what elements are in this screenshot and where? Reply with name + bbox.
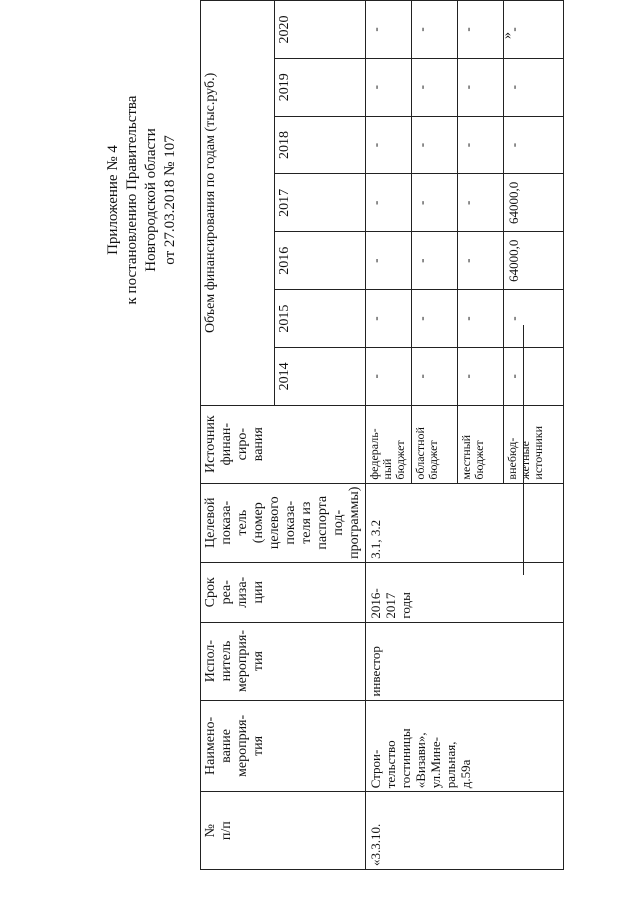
funding-value: - bbox=[458, 232, 504, 290]
table-row bbox=[366, 1, 412, 870]
closing-quote: » bbox=[500, 32, 515, 39]
funding-value: - bbox=[504, 347, 564, 405]
funding-value: - bbox=[458, 174, 504, 232]
row-num: «3.3.10. bbox=[366, 792, 564, 870]
col-header-term: Срок реа- лиза- ции bbox=[201, 562, 366, 622]
funding-value: - bbox=[504, 290, 564, 348]
year-header-2014: 2014 bbox=[275, 347, 366, 405]
funding-value: - bbox=[366, 232, 412, 290]
col-header-funding: Объем финансирования по годам (тыс.руб.) bbox=[201, 1, 275, 406]
funding-value: - bbox=[412, 174, 458, 232]
funding-value: - bbox=[366, 116, 412, 174]
funding-value: - bbox=[504, 116, 564, 174]
row-term: 2016- 2017 годы bbox=[366, 562, 564, 622]
year-header-2017: 2017 bbox=[275, 174, 366, 232]
funding-table bbox=[200, 0, 564, 870]
funding-value: 64000,0 bbox=[504, 232, 564, 290]
row-name: Строи- тельство гостиницы «Визави», ул.Мине- ральная, д.59а bbox=[366, 700, 564, 792]
col-header-target: Целевой показа- тель (номер целевого показа- теля из паспорта под- программы) bbox=[201, 483, 366, 562]
col-header-source: Источник финан- сиро- вания bbox=[201, 405, 366, 483]
funding-value: - bbox=[458, 116, 504, 174]
source-name: внебюд- жетные источники bbox=[504, 405, 564, 483]
funding-value: - bbox=[504, 58, 564, 116]
funding-value: - bbox=[366, 1, 412, 59]
funding-value: - bbox=[412, 232, 458, 290]
funding-value: - bbox=[458, 58, 504, 116]
col-header-num: № п/п bbox=[201, 792, 366, 870]
appendix-title: Приложение № 4 bbox=[105, 145, 121, 255]
funding-value: 64000,0 bbox=[504, 174, 564, 232]
funding-value: - bbox=[412, 290, 458, 348]
funding-value: - bbox=[366, 174, 412, 232]
year-header-2019: 2019 bbox=[275, 58, 366, 116]
funding-value: - bbox=[412, 1, 458, 59]
funding-value: - bbox=[412, 347, 458, 405]
funding-value: - bbox=[458, 1, 504, 59]
funding-value: - bbox=[366, 58, 412, 116]
source-name: областной бюджет bbox=[412, 405, 458, 483]
resolution-ref: к постановлению Правительства bbox=[124, 95, 140, 305]
funding-value: - bbox=[458, 347, 504, 405]
funding-value: - bbox=[412, 58, 458, 116]
funding-value: - bbox=[458, 290, 504, 348]
source-name: федераль- ный бюджет bbox=[366, 405, 412, 483]
region-name: Новгородской области bbox=[143, 128, 159, 272]
col-header-executor: Испол- нитель мероприя- тия bbox=[201, 622, 366, 700]
row-executor: инвестор bbox=[366, 622, 564, 700]
year-header-2018: 2018 bbox=[275, 116, 366, 174]
col-header-name: Наимено- вание мероприя- тия bbox=[201, 700, 366, 792]
funding-value: - bbox=[412, 116, 458, 174]
funding-value: - bbox=[366, 290, 412, 348]
document-header bbox=[104, 80, 180, 320]
funding-value: - bbox=[504, 1, 564, 59]
row-target: 3.1, 3.2 bbox=[366, 483, 564, 562]
funding-value: - bbox=[366, 347, 412, 405]
source-name: местный бюджет bbox=[458, 405, 504, 483]
year-header-2016: 2016 bbox=[275, 232, 366, 290]
year-header-2020: 2020 bbox=[275, 1, 366, 59]
year-header-2015: 2015 bbox=[275, 290, 366, 348]
resolution-date: от 27.03.2018 № 107 bbox=[162, 135, 178, 265]
